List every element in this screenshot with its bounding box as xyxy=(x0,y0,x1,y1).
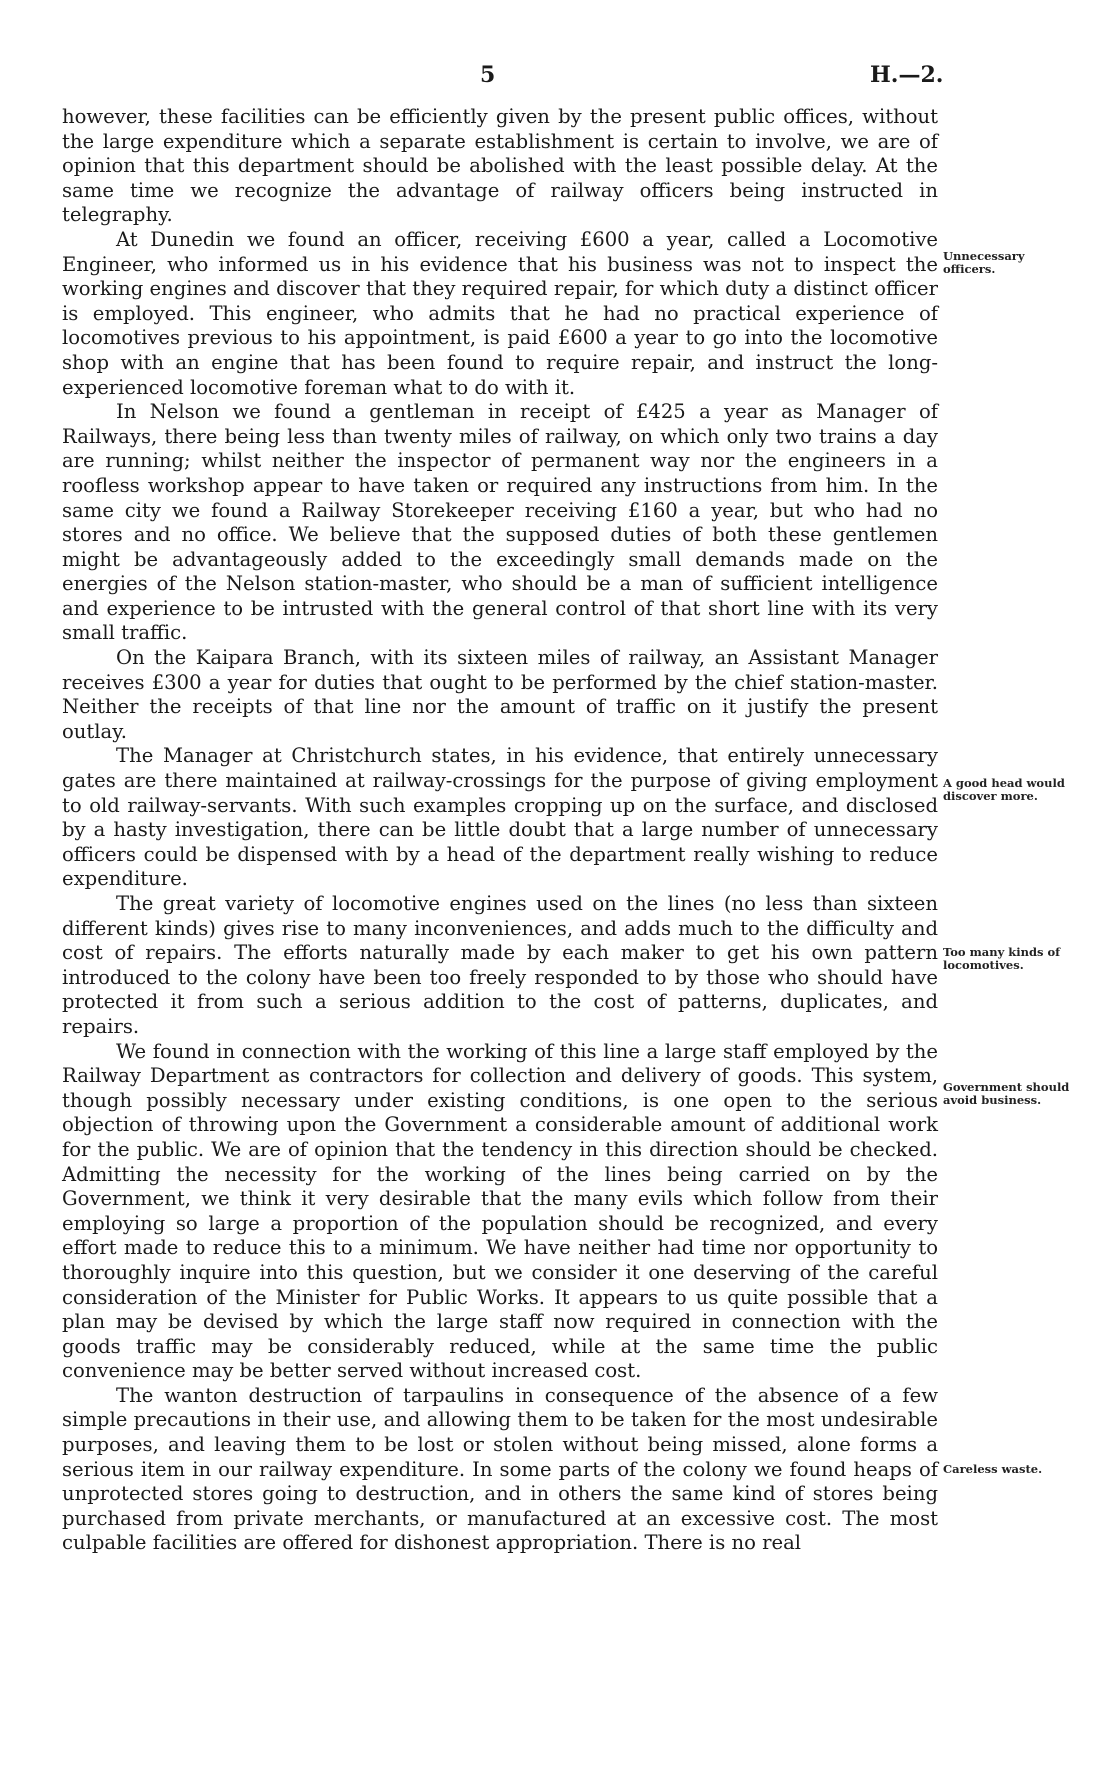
margin-note: Unnecessary officers. xyxy=(943,249,1025,276)
document-code: H.—2. xyxy=(870,62,944,88)
paragraph: We found in connection with the working of this line a large staff employed by the Railway Department as contractors for collection and delivery of goods. This system, though possibly necessary under existing conditions, is one open to the serious objection of throwing upon the Government a considerable amount of additional work for the public. We are of opinion that the tendency in this direction should be checked. Admitting the necessity for the working of the lines being carried on by the Government, we think it very desirable that the many evils which follow from their employing so large a proportion of the population should be recognized, and every effort made to reduce this to a minimum. We have neither had time nor opportunity to thoroughly inquire into this question, but we consider it one deserving of the careful consideration of the Minister for Public Works. It appears to us quite possible that a plan may be devised by which the large staff now required in connection with the goods traffic may be considerably reduced, while at the same time the public convenience may be better served without increased cost. xyxy=(62,1039,938,1383)
paragraph: The Manager at Christchurch states, in his evidence, that entirely unnecessary gates are there maintained at railway-crossings for the purpose of giving employment to old railway-servants. With such examples cropping up on the surface, and disclosed by a hasty investigation, there can be little doubt that a large number of unnecessary officers could be dispensed with by a head of the department really wishing to reduce expenditure. xyxy=(62,744,938,891)
margin-note: Government should avoid business. xyxy=(943,1080,1070,1107)
margin-note: Too many kinds of locomotives. xyxy=(943,945,1061,972)
margin-note: A good head would discover more. xyxy=(943,776,1065,803)
paragraph: In Nelson we found a gentleman in receipt of £425 a year as Manager of Railways, there being less than twenty miles of railway, on which only two trains a day are running; whilst neither the inspector of permanent way nor the engineers in a roofless workshop appear to have taken or required any instructions from him. In the same city we found a Railway Storekeeper receiving £160 a year, but who had no stores and no office. We believe that the supposed duties of both these gentlemen might be advantageously added to the exceedingly small demands made on the energies of the Nelson station-master, who should be a man of sufficient intelligence and experience to be intrusted with the general control of that short line with its very small traffic. xyxy=(62,400,938,645)
paragraph: however, these facilities can be efficiently given by the present public offices, without the large expenditure which a separate establishment is certain to involve, we are of opinion that this department should be abolished with the least possible delay. At the same time we recognize the advantage of railway officers being instructed in telegraphy. xyxy=(62,105,938,227)
paragraph: The wanton destruction of tarpaulins in consequence of the absence of a few simple precautions in their use, and allowing them to be taken for the most undesirable purposes, and leaving them to be lost or stolen without being missed, alone forms a serious item in our railway expenditure. In some parts of the colony we found heaps of unprotected stores going to destruction, and in others the same kind of stores being purchased from private merchants, or manufactured at an excessive cost. The most culpable facilities are offered for dishonest appropriation. There is no real xyxy=(62,1383,938,1555)
paragraph: On the Kaipara Branch, with its sixteen miles of railway, an Assistant Manager receives £300 a year for duties that ought to be performed by the chief station-master. Neither the receipts of that line nor the amount of traffic on it justify the present outlay. xyxy=(62,646,938,743)
paragraph: The great variety of locomotive engines used on the lines (no less than sixteen different kinds) gives rise to many inconveniences, and adds much to the difficulty and cost of repairs. The efforts naturally made by each maker to get his own pattern introduced to the colony have been too freely responded to by those who should have protected it from such a serious addition to the cost of patterns, duplicates, and repairs. xyxy=(62,892,938,1038)
body-text xyxy=(62,105,938,1556)
margin-note: Careless waste. xyxy=(943,1462,1043,1476)
paragraph: At Dunedin we found an officer, receiving £600 a year, called a Locomotive Engineer, who informed us in his evidence that his business was not to inspect the working engines and discover that they required repair, for which duty a distinct officer is employed. This engineer, who admits that he had no practical experience of locomotives previous to his appointment, is paid £600 a year to go into the locomotive shop with an engine that has been found to require repair, and instruct the long-experienced locomotive foreman what to do with it. xyxy=(62,227,938,399)
page-number: 5 xyxy=(480,62,496,88)
